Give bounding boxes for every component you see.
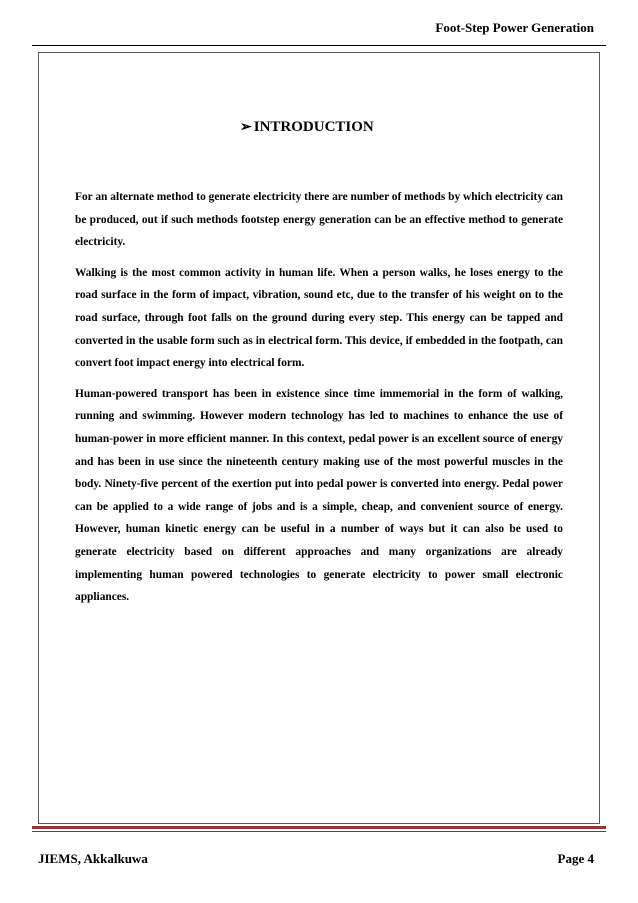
footer-institution: JIEMS, Akkalkuwa — [38, 851, 148, 866]
arrow-bullet-icon: ➢ — [240, 120, 252, 135]
paragraph-2: Walking is the most common activity in human life. When a person walks, he loses energy to the road surface in the form of impact, vibration, sound etc, due to the transfer of his weight on to the road surface, through foot falls on the ground during every step. This energy can be tapped and converted in the usable form such as in electrical form. This device, if embedded in the footpath, can convert foot impact energy into electrical form. — [75, 266, 563, 370]
body-text — [75, 186, 563, 617]
section-heading — [240, 119, 374, 136]
footer-page-number: Page 4 — [557, 851, 594, 866]
paragraph-1: For an alternate method to generate electricity there are number of methods by which electricity can be produced, out if such methods footstep energy generation can be an effective method to generate electricity. — [75, 191, 563, 249]
paragraph-3: Human-powered transport has been in existence since time immemorial in the form of walking, running and swimming. However modern technology has led to machines to enhance the use of human-power in more efficient manner. In this context, pedal power is an excellent source of energy and has been in use since the nineteenth century making use of the most powerful muscles in the body. Ninety-five percent of the exertion put into pedal power is converted into energy. Pedal power can be applied to a wide range of jobs and is a simple, cheap, and convenient source of energy. However, human kinetic energy can be useful in a number of ways but it can also be used to generate electricity based on different approaches and many organizations are already implementing human powered technologies to generate electricity to power small electronic appliances. — [75, 387, 563, 604]
header-rule — [32, 45, 606, 46]
running-header-title: Foot-Step Power Generation — [435, 20, 594, 35]
section-heading-text: INTRODUCTION — [253, 119, 374, 135]
footer-rule — [32, 831, 606, 832]
footer-rule-accent — [32, 826, 606, 829]
